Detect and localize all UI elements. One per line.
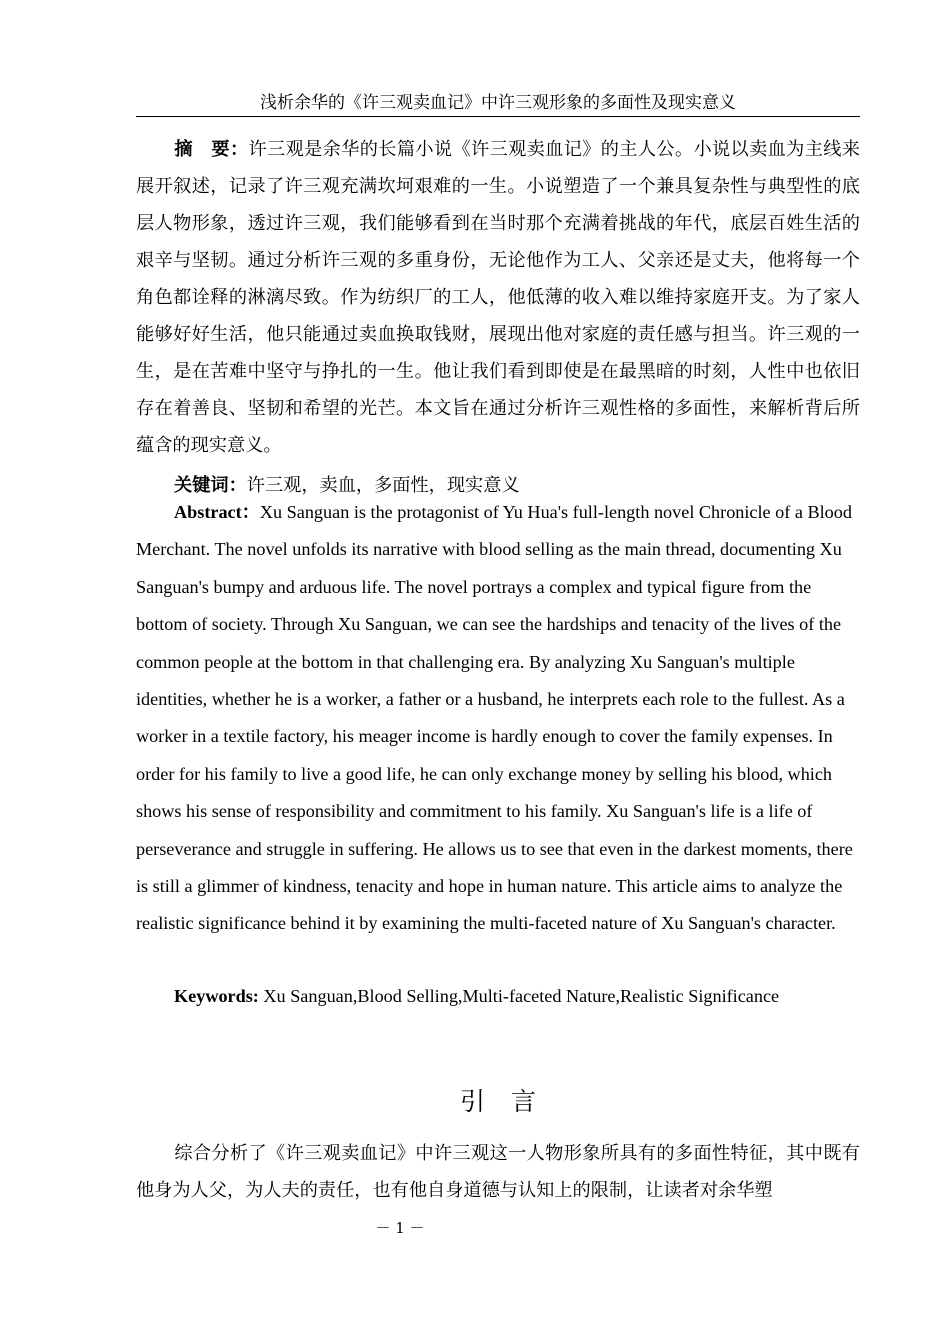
english-keywords-text: Xu Sanguan,Blood Selling,Multi-faceted Nature,Realistic Significance: [258, 986, 780, 1006]
chinese-abstract-text: 许三观是余华的长篇小说《许三观卖血记》的主人公。小说以卖血为主线来展开叙述，记录了许三观充满坎坷艰难的一生。小说塑造了一个兼具复杂性与典型性的底层人物形象，透过许三观，我们能够看到在当时那个充满着挑战的年代，底层百姓生活的艰辛与坚韧。通过分析许三观的多重身份，无论他作为工人、父亲还是丈夫，他将每一个角色都诠释的淋漓尽致。作为纺织厂的工人，他低薄的收入难以维持家庭开支。为了家人能够好好生活，他只能通过卖血换取钱财，展现出他对家庭的责任感与担当。许三观的一生，是在苦难中坚守与挣扎的一生。他让我们看到即使是在最黑暗的时刻，人性中也依旧存在着善良、坚韧和希望的光芒。本文旨在通过分析许三观性格的多面性，来解析背后所蕴含的现实意义。: [136, 139, 860, 456]
running-header: 浅析余华的《许三观卖血记》中许三观形象的多面性及现实意义: [136, 92, 860, 117]
introduction-text: 综合分析了《许三观卖血记》中许三观这一人物形象所具有的多面性特征，其中既有他身为人父，为人夫的责任，也有他自身道德与认知上的限制，让读者对余华塑: [136, 1143, 860, 1201]
english-keywords-label: Keywords:: [174, 986, 259, 1006]
chinese-keywords-text: 许三观，卖血，多面性，现实意义: [246, 475, 520, 496]
english-abstract-text: Xu Sanguan is the protagonist of Yu Hua's full-length novel Chronicle of a Blood Merchant. The novel unfolds its narrative with blood selling as the main thread, documenting Xu Sanguan's bumpy and arduous life. The novel portrays a complex and typical figure from the bottom of society. Through Xu Sanguan, we can see the hardships and tenacity of the lives of the common people at the bottom in that challenging era. By analyzing Xu Sanguan's multiple identities, whether he is a worker, a father or a husband, he interprets each role to the fullest. As a worker in a textile factory, his meager income is hardly enough to cover the family expenses. In order for his family to live a good life, he can only exchange money by selling his blood, which shows his sense of responsibility and commitment to his family. Xu Sanguan's life is a life of perseverance and struggle in suffering. He allows us to see that even in the darkest moments, there is still a glimmer of kindness, tenacity and hope in human nature. This article aims to analyze the realistic significance behind it by examining the multi-faceted nature of Xu Sanguan's character.: [136, 502, 853, 934]
english-abstract-label: Abstract：: [174, 502, 260, 522]
introduction-paragraph: [136, 1135, 860, 1209]
chinese-keywords-label: 关键词：: [174, 475, 247, 496]
section-heading-introduction: 引言: [459, 1087, 562, 1116]
english-keywords: [136, 978, 860, 1015]
page-number: － 1 －: [375, 1219, 425, 1237]
chinese-abstract: [136, 131, 860, 464]
english-abstract: [136, 494, 860, 943]
chinese-abstract-label: 摘 要：: [174, 139, 249, 160]
